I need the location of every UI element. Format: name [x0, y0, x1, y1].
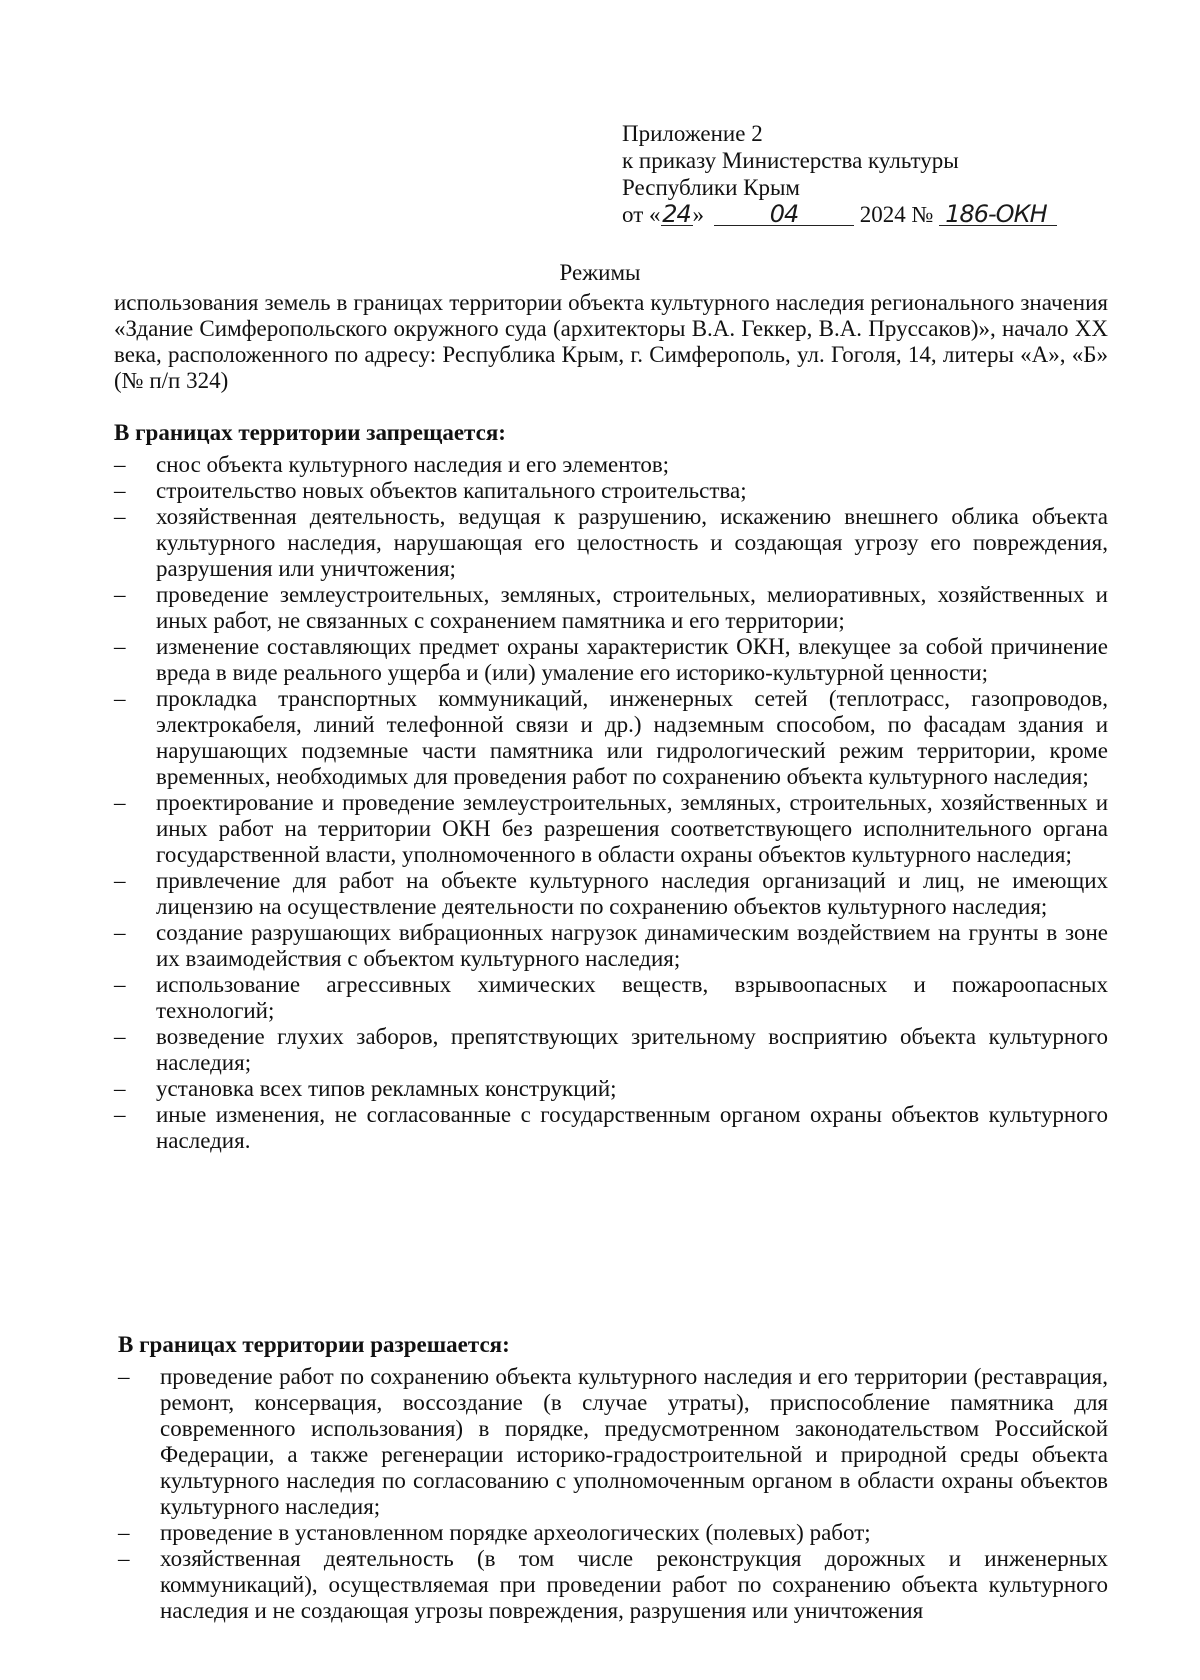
list-item	[114, 920, 1108, 972]
list-item	[114, 478, 1108, 504]
list-item-text: использование агрессивных химических веществ, взрывоопасных и пожароопасных технологий;	[156, 972, 1108, 1023]
list-dash: –	[118, 1546, 130, 1571]
list-item	[114, 868, 1108, 920]
list-dash: –	[114, 920, 126, 945]
appendix-republic: Республики Крым	[622, 175, 800, 200]
date-mid: »	[692, 202, 704, 227]
list-item-text: установка всех типов рекламных конструкций;	[156, 1076, 617, 1101]
allowed-list	[118, 1364, 1108, 1624]
list-dash: –	[118, 1520, 130, 1545]
allowed-heading: В границах территории разрешается:	[118, 1332, 510, 1357]
list-item-text: проведение работ по сохранению объекта культурного наследия и его территории (реставрация, ремонт, консервация, воссоздание (в случае утраты), приспособление памятника для современного использования) в порядке, предусмотренном законодательством Российской Федерации, а также регенерации историко-градостроительной и природной среды объекта культурного наследия по согласованию с уполномоченным органом в области охраны объектов культурного наследия;	[160, 1364, 1108, 1519]
list-dash: –	[114, 634, 126, 659]
appendix-date-line	[622, 201, 1057, 228]
list-dash: –	[114, 972, 126, 997]
list-item-text: снос объекта культурного наследия и его элементов;	[156, 452, 670, 477]
list-item	[114, 972, 1108, 1024]
list-item-text: проектирование и проведение землеустроительных, земляных, строительных, хозяйственных и иных работ на территории ОКН без разрешения соответствующего исполнительного органа государственной власти, уполномоченного в области охраны объектов культурного наследия;	[156, 790, 1108, 867]
date-year: 2024 №	[859, 202, 934, 227]
list-dash: –	[114, 790, 126, 815]
list-dash: –	[114, 1076, 126, 1101]
date-day: 24	[662, 200, 691, 228]
appendix-number: Приложение 2	[622, 121, 763, 146]
document-intro: использования земель в границах территории объекта культурного наследия регионального значения «Здание Симферопольского окружного суда (архитекторы В.А. Геккер, В.А. Пруссаков)», начало XX века, расположенного по адресу: Республика Крым, г. Симферополь, ул. Гоголя, 14, литеры «А», «Б» (№ п/п 324)	[114, 290, 1108, 393]
list-item	[114, 634, 1108, 686]
list-item-text: хозяйственная деятельность, ведущая к разрушению, искажению внешнего облика объекта культурного наследия, нарушающая его целостность и создающая угрозу его повреждения, разрушения или уничтожения;	[156, 504, 1108, 581]
list-item	[114, 1102, 1108, 1154]
list-dash: –	[114, 1102, 126, 1127]
list-dash: –	[118, 1364, 130, 1389]
list-item	[114, 790, 1108, 868]
list-item	[114, 452, 1108, 478]
list-item-text: прокладка транспортных коммуникаций, инженерных сетей (теплотрасс, газопроводов, электрокабеля, линий телефонной связи и др.) надземным способом, по фасадам здания и нарушающих подземные части памятника или гидрологический режим территории, кроме временных, необходимых для проведения работ по сохранению объекта культурного наследия;	[156, 686, 1108, 789]
list-item	[118, 1364, 1108, 1520]
list-item	[114, 686, 1108, 790]
date-prefix: от «	[622, 202, 661, 227]
list-dash: –	[114, 686, 126, 711]
list-item	[114, 1076, 1108, 1102]
document-title: Режимы	[559, 260, 641, 285]
list-item-text: возведение глухих заборов, препятствующих зрительному восприятию объекта культурного наследия;	[156, 1024, 1108, 1075]
list-item	[114, 1024, 1108, 1076]
list-item-text: проведение землеустроительных, земляных, строительных, мелиоративных, хозяйственных и иных работ, не связанных с сохранением памятника и его территории;	[156, 582, 1108, 633]
list-dash: –	[114, 868, 126, 893]
list-item-text: изменение составляющих предмет охраны характеристик ОКН, влекущее за собой причинение вреда в виде реального ущерба и (или) умаление его историко-культурной ценности;	[156, 634, 1108, 685]
list-dash: –	[114, 582, 126, 607]
list-item-text: иные изменения, не согласованные с государственным органом охраны объектов культурного наследия.	[156, 1102, 1108, 1153]
list-item-text: строительство новых объектов капитального строительства;	[156, 478, 747, 503]
list-item	[118, 1546, 1108, 1624]
list-dash: –	[114, 452, 126, 477]
list-item	[114, 504, 1108, 582]
appendix-block	[622, 120, 1057, 228]
list-item	[114, 582, 1108, 634]
prohibited-heading: В границах территории запрещается:	[114, 420, 506, 445]
list-item-text: создание разрушающих вибрационных нагрузок динамическим воздействием на грунты в зоне их взаимодействия с объектом культурного наследия;	[156, 920, 1108, 971]
list-item-text: привлечение для работ на объекте культурного наследия организаций и лиц, не имеющих лицензию на осуществление деятельности по сохранению объектов культурного наследия;	[156, 868, 1108, 919]
list-dash: –	[114, 504, 126, 529]
list-dash: –	[114, 1024, 126, 1049]
order-number: 186-ОКН	[939, 203, 1057, 226]
list-item-text: хозяйственная деятельность (в том числе реконструкция дорожных и инженерных коммуникаций), осуществляемая при проведении работ по сохранению объекта культурного наследия и не создающая угрозы повреждения, разрушения или уничтожения	[160, 1546, 1108, 1623]
prohibited-list	[114, 452, 1108, 1154]
list-item-text: проведение в установленном порядке археологических (полевых) работ;	[160, 1520, 871, 1545]
appendix-order-ref: к приказу Министерства культуры	[622, 148, 959, 173]
list-item	[118, 1520, 1108, 1546]
list-dash: –	[114, 478, 126, 503]
date-month: 04	[714, 203, 854, 226]
